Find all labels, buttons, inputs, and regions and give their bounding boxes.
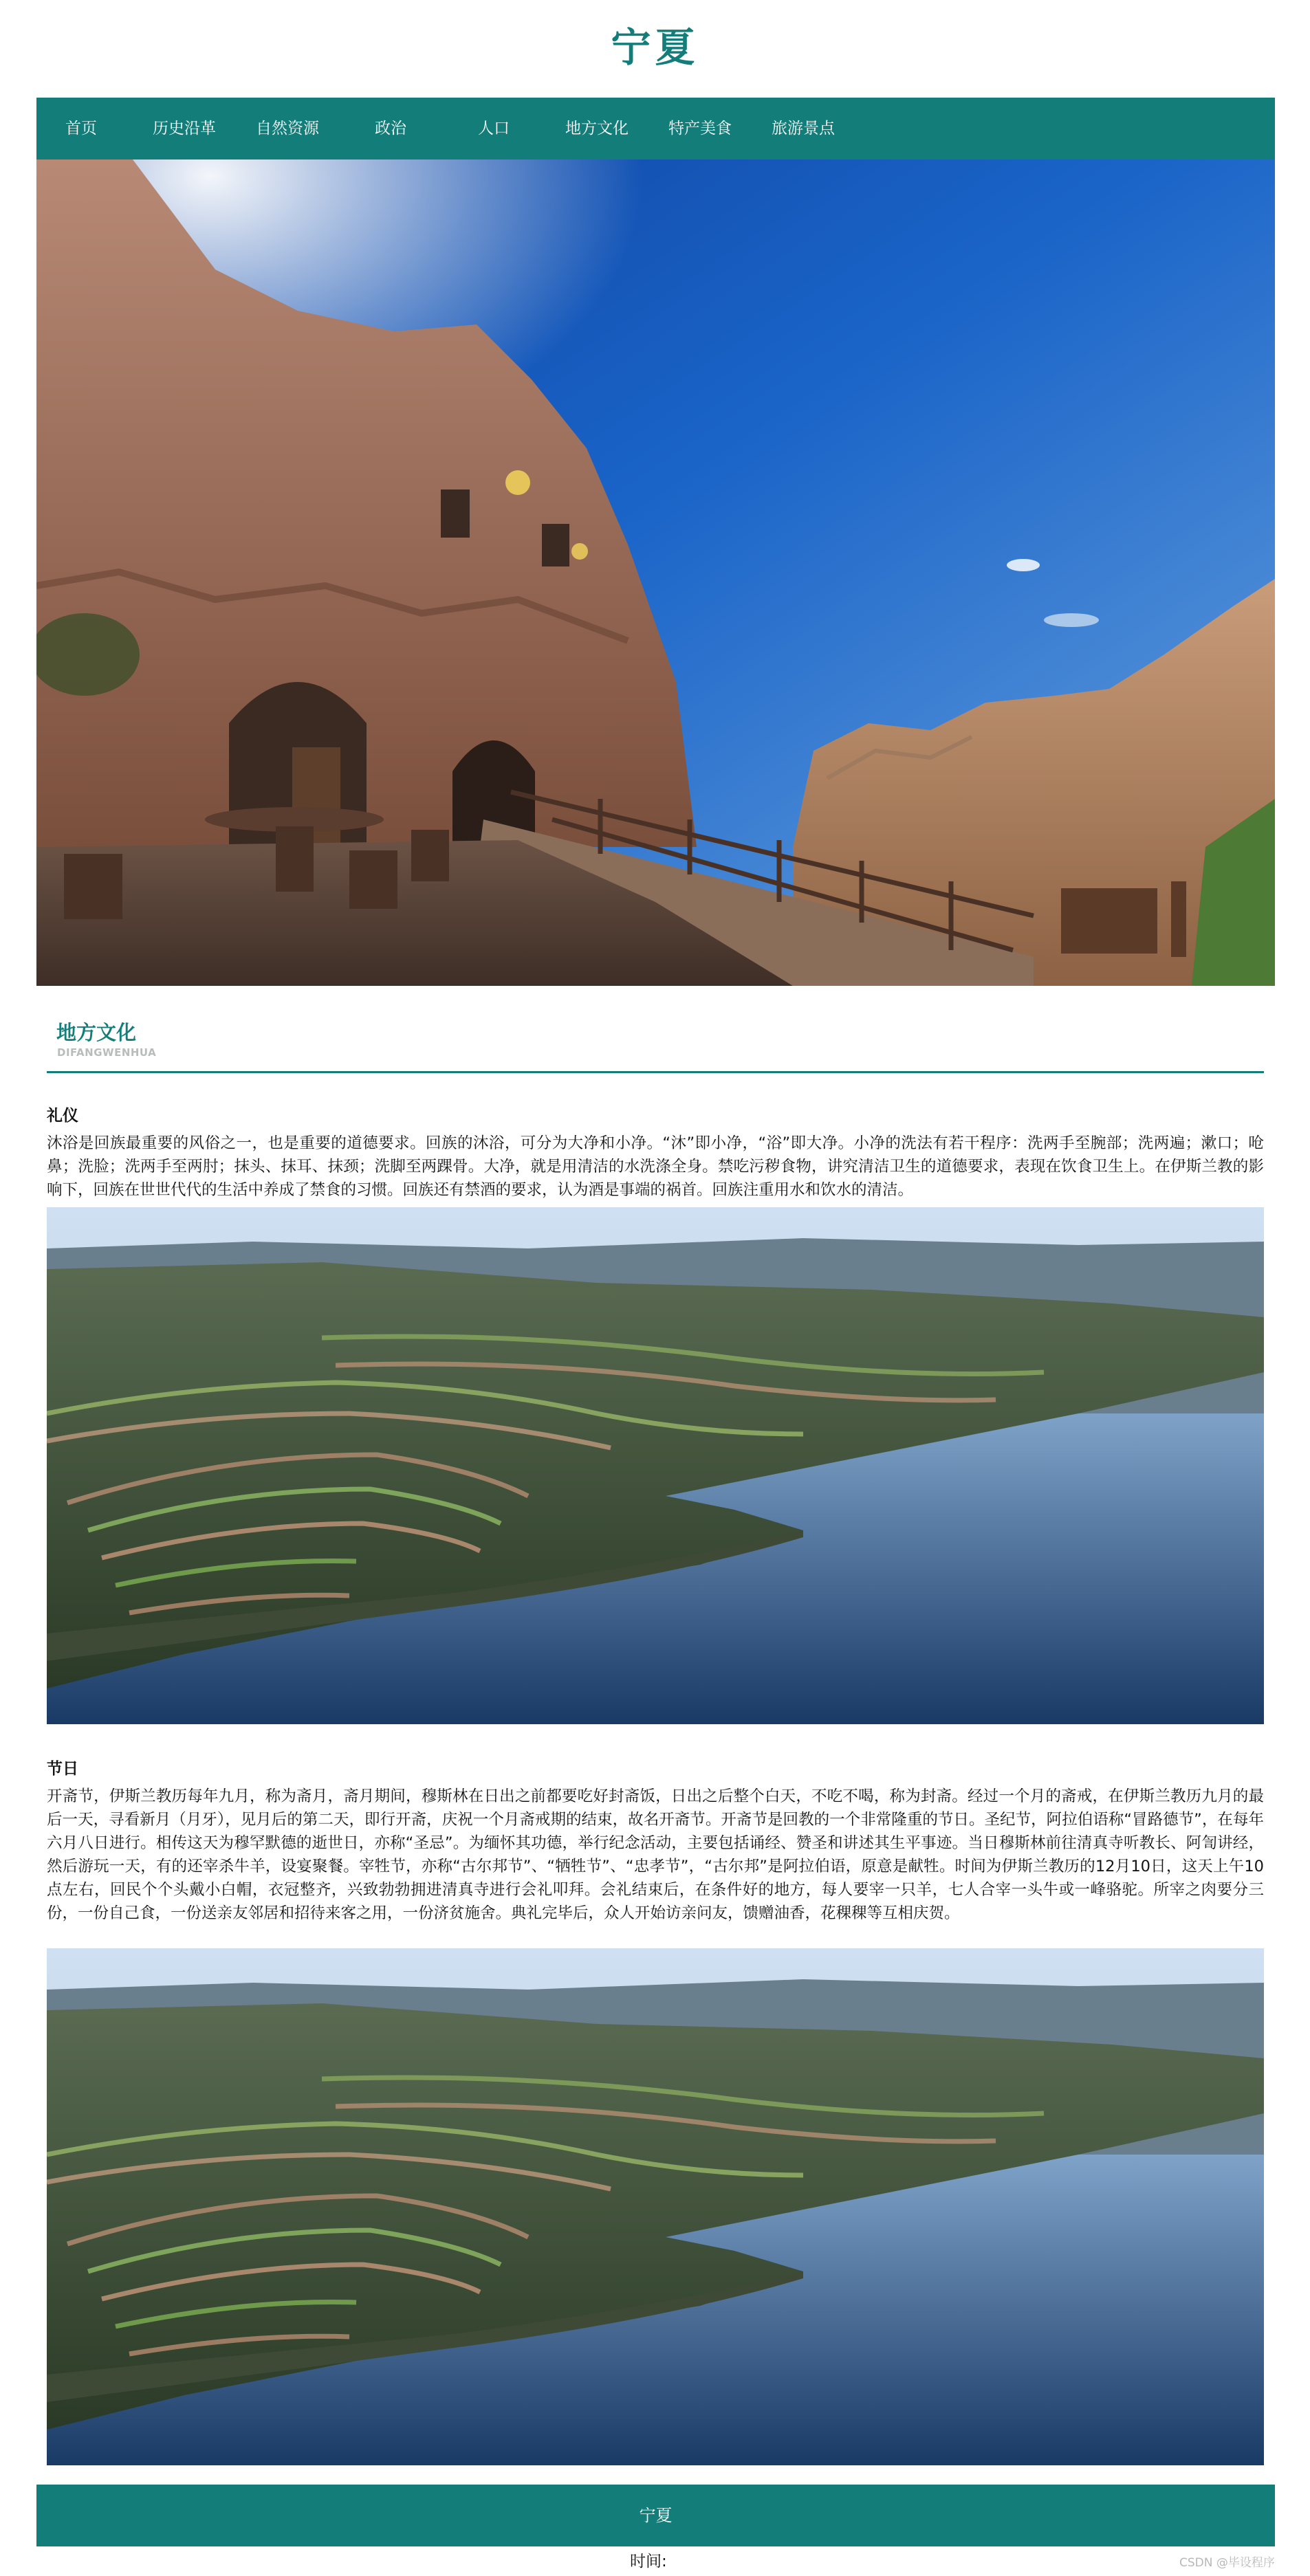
nav-item-home[interactable]: 首页 xyxy=(65,120,97,137)
article-text-etiquette: 沐浴是回族最重要的风俗之一，也是重要的道德要求。回族的沐浴，可分为大净和小净。“沐”即小净，“浴”即大净。小净的洗法有若干程序：洗两手至腕部；洗两遍；漱口；呛鼻；洗脸；洗两手至两肘；抹头、抹耳、抹颈；洗脚至两踝骨。大净，就是用清洁的水洗涤全身。禁吃污秽食物，讲究清洁卫生的道德要求，表现在饮食卫生上。在伊斯兰教的影响下，回族在世世代代的生活中养成了禁食的习惯。回族还有禁酒的要求，认为酒是事端的祸首。回族注重用水和饮水的清洁。 xyxy=(47,1134,1264,1199)
article-heading-festivals: 节日 xyxy=(47,1760,78,1778)
terraced-hills-lake-photo-2 xyxy=(47,1948,1264,2465)
section-subtitle: DIFANGWENHUA xyxy=(57,1046,157,1059)
section-divider xyxy=(47,1071,1264,1073)
nav-item-politics[interactable]: 政治 xyxy=(375,120,406,137)
nav-item-history[interactable]: 历史沿革 xyxy=(153,120,216,137)
nav-item-natural-resources[interactable]: 自然资源 xyxy=(256,120,319,137)
main-navbar xyxy=(36,98,1275,159)
nav-item-population[interactable]: 人口 xyxy=(478,120,510,137)
nav-item-specialty-food[interactable]: 特产美食 xyxy=(668,120,732,137)
hero-photo-cliff-caves xyxy=(36,159,1275,986)
site-title: 宁夏 xyxy=(611,24,699,71)
section-title: 地方文化 xyxy=(56,1021,137,1044)
page-footer: 宁夏 xyxy=(36,2485,1275,2546)
terraced-hills-lake-photo xyxy=(47,1207,1264,1724)
article-heading-etiquette: 礼仪 xyxy=(47,1107,78,1125)
article-text-festivals: 开斋节，伊斯兰教历每年九月，称为斋月，斋月期间，穆斯林在日出之前都要吃好封斋饭，日出之后整个白天，不吃不喝，称为封斋。经过一个月的斋戒，在伊斯兰教历九月的最后一天，寻看新月（月牙），见月后的第二天，即行开斋，庆祝一个月斋戒期的结束，故名开斋节。开斋节是回教的一个非常隆重的节日。圣纪节，阿拉伯语称“冒路德节”，在每年六月八日进行。相传这天为穆罕默德的逝世日，亦称“圣忌”。为缅怀其功德，举行纪念活动，主要包括诵经、赞圣和讲述其生平事迹。当日穆斯林前往清真寺听教长、阿訇讲经，然后游玩一天，有的还宰杀牛羊，设宴聚餐。宰牲节，亦称“古尔邦节”、“牺牲节”、“忠孝节”，“古尔邦”是阿拉伯语，原意是献牲。时间为伊斯兰教历的12月10日，这天上午10点左右，回民个个头戴小白帽，衣冠整齐，兴致勃勃拥进清真寺进行会礼叩拜。会礼结束后，在条件好的地方，每人要宰一只羊，七人合宰一头牛或一峰骆驼。所宰之肉要分三份，一份自己食，一份送亲友邻居和招待来客之用，一份济贫施舍。典礼完毕后，众人开始访亲问友，馈赠油香，花稞稞等互相庆贺。 xyxy=(47,1787,1264,1922)
nav-item-tourist-spots[interactable]: 旅游景点 xyxy=(772,120,835,137)
watermark-text: CSDN @毕设程序 xyxy=(1179,2556,1275,2570)
footer-time-label: 时间: xyxy=(630,2553,667,2571)
nav-item-local-culture[interactable]: 地方文化 xyxy=(565,120,629,137)
section-header xyxy=(47,1011,1264,1074)
